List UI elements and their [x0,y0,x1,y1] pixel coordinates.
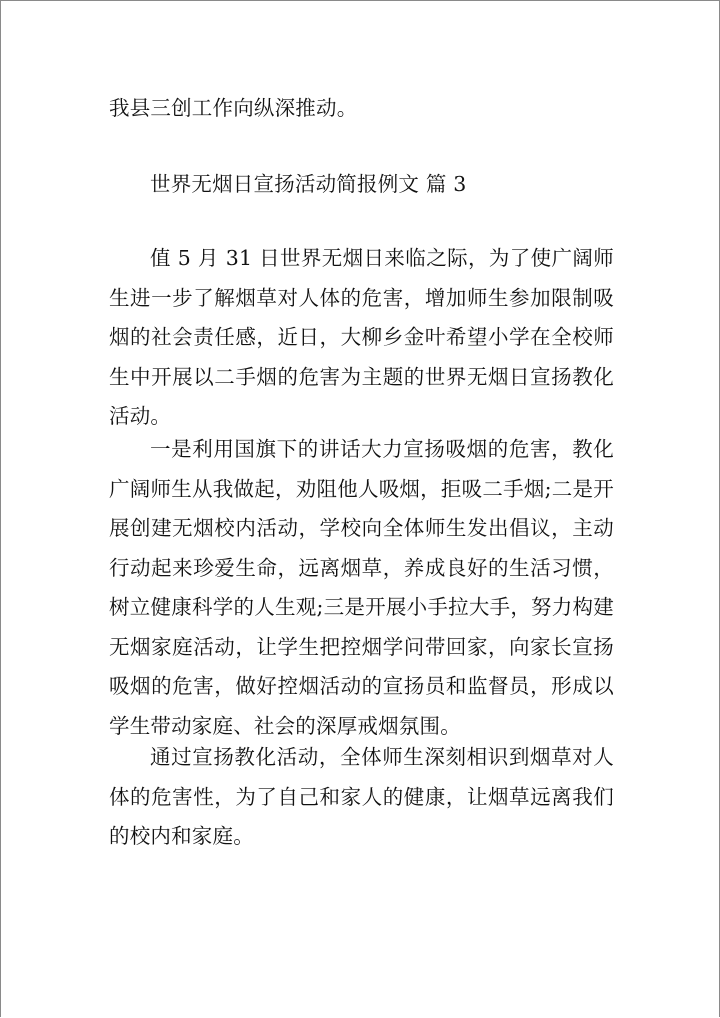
paragraph-1: 值 5 月 31 日世界无烟日来临之际，为了使广阔师生进一步了解烟草对人体的危害，增加师生参加限制吸烟的社会责任感，近日，大柳乡金叶希望小学在全校师生中开展以二手烟的危害为主题的世界无烟日宣扬教化活动。 [109,246,614,428]
section-heading: 世界无烟日宣扬活动简报例文 篇 3 [150,172,467,196]
continuation-line: 我县三创工作向纵深推动。 [109,96,358,120]
paragraph-3: 通过宣扬教化活动，全体师生深刻相识到烟草对人体的危害性，为了自己和家人的健康，让烟草远离我们的校内和家庭。 [109,745,614,848]
paragraph-2: 一是利用国旗下的讲话大力宣扬吸烟的危害，教化广阔师生从我做起，劝阻他人吸烟，拒吸二手烟;二是开展创建无烟校内活动，学校向全体师生发出倡议，主动行动起来珍爱生命，远离烟草，养成良好的生活习惯，树立健康科学的人生观;三是开展小手拉大手，努力构建无烟家庭活动，让学生把控烟学问带回家，向家长宣扬吸烟的危害，做好控烟活动的宣扬员和监督员，形成以学生带动家庭、社会的深厚戒烟氛围。 [109,437,614,738]
